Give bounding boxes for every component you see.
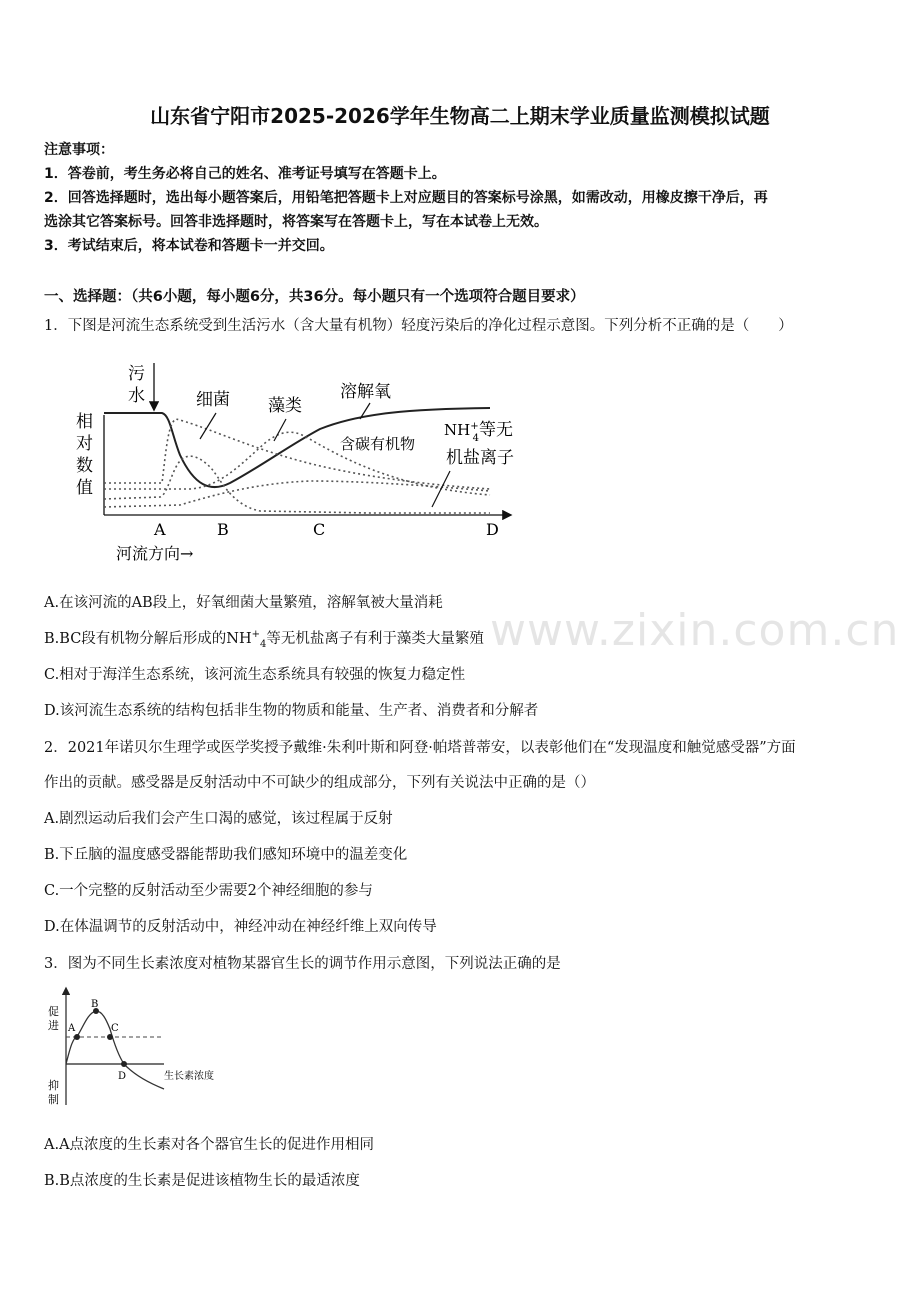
- q1-sewage-1: 污: [128, 364, 145, 384]
- q1-point-c: C: [313, 520, 326, 539]
- q1-label-ions: 机盐离子: [446, 448, 514, 468]
- q1-ylabel-4: 值: [76, 478, 93, 498]
- q3-option-b: B.B点浓度的生长素是促进该植物生长的最适浓度: [44, 1173, 360, 1189]
- q1-sewage-2: 水: [128, 386, 145, 406]
- q3-point-d: [121, 1061, 127, 1067]
- q1-ylabel-2: 对: [76, 434, 93, 454]
- q1-label-organic: 含碳有机物: [340, 435, 416, 453]
- q3-point-a: [74, 1034, 80, 1040]
- watermark: www.zixin.com.cn: [490, 605, 900, 656]
- q2-option-d: D.在体温调节的反射活动中，神经冲动在神经纤维上双向传导: [44, 919, 437, 935]
- section-heading: 一、选择题：（共6小题，每小题6分，共36分。每小题只有一个选项符合题目要求）: [44, 289, 585, 305]
- q1-curve-oxygen: [104, 408, 490, 487]
- q1-option-b: B.BC段有机物分解后形成的$NH^+_4$等无机盐离子有利于藻类大量繁殖: [44, 629, 484, 650]
- q3-stem: 3．图为不同生长素浓度对植物某器官生长的调节作用示意图，下列说法正确的是: [44, 956, 561, 972]
- notice-heading: 注意事项：: [44, 142, 114, 158]
- notice-item-1: 1．答卷前，考生务必将自己的姓名、准考证号填写在答题卡上。: [44, 166, 446, 182]
- q1-point-d: D: [486, 520, 499, 539]
- q2-option-c: C.一个完整的反射活动至少需要2个神经细胞的参与: [44, 883, 373, 899]
- q3-inhibit-1: 抑: [48, 1079, 59, 1092]
- q3-label-d: D: [118, 1071, 127, 1082]
- q1-point-b: B: [217, 520, 229, 539]
- q1-figure: [70, 355, 520, 565]
- notice-item-2-cont: 选涂其它答案标号。回答非选择题时，将答案写在答题卡上，写在本试卷上无效。: [44, 214, 548, 230]
- q1-ylabel-1: 相: [76, 412, 93, 432]
- q3-xlabel: 生长素浓度: [164, 1071, 214, 1082]
- q2-stem-line2: 作出的贡献。感受器是反射活动中不可缺少的组成部分，下列有关说法中正确的是（）: [44, 775, 595, 791]
- q3-promote-2: 进: [48, 1019, 59, 1032]
- q1-curve-bacteria: [104, 456, 490, 513]
- q1-label-bacteria: 细菌: [196, 390, 230, 410]
- q3-point-c: [107, 1034, 113, 1040]
- q1-option-c: C.相对于海洋生态系统，该河流生态系统具有较强的恢复力稳定性: [44, 667, 466, 683]
- q3-label-c: C: [111, 1023, 119, 1034]
- q3-label-a: A: [68, 1023, 76, 1034]
- q1-xlabel: 河流方向→: [116, 544, 194, 563]
- q1-label-algae: 藻类: [268, 396, 302, 416]
- q2-option-b: B.下丘脑的温度感受器能帮助我们感知环境中的温差变化: [44, 847, 408, 863]
- q1-ylabel-3: 数: [76, 456, 93, 476]
- q1-curve-nh4: [104, 481, 490, 507]
- q3-figure: [44, 985, 244, 1115]
- q1-option-a: A.在该河流的AB段上，好氧细菌大量繁殖，溶解氧被大量消耗: [44, 595, 443, 611]
- q1-curve-organic: [104, 419, 490, 489]
- q1-label-oxygen: 溶解氧: [340, 382, 391, 402]
- q3-label-b: B: [91, 999, 99, 1010]
- q3-option-a: A.A点浓度的生长素对各个器官生长的促进作用相同: [44, 1137, 375, 1153]
- q3-promote-1: 促: [48, 1005, 59, 1018]
- q1-option-d: D.该河流生态系统的结构包括非生物的物质和能量、生产者、消费者和分解者: [44, 703, 539, 719]
- q1-point-a: A: [154, 520, 166, 539]
- q3-inhibit-2: 制: [48, 1093, 59, 1106]
- q1-label-nh4: NH+ 4等无: [444, 420, 513, 444]
- notice-item-3: 3．考试结束后，将本试卷和答题卡一并交回。: [44, 238, 334, 254]
- notice-item-2: 2．回答选择题时，选出每小题答案后，用铅笔把答题卡上对应题目的答案标号涂黑，如需改动，用橡皮擦干净后，再: [44, 190, 768, 206]
- q1-stem: 1．下图是河流生态系统受到生活污水（含大量有机物）轻度污染后的净化过程示意图。下列分析不正确的是（ ）: [44, 318, 793, 334]
- q2-option-a: A.剧烈运动后我们会产生口渴的感觉，该过程属于反射: [44, 811, 393, 827]
- q2-stem-line1: 2．2021年诺贝尔生理学或医学奖授予戴维·朱利叶斯和阿登·帕塔普蒂安，以表彰他们在“发现温度和触觉感受器”方面: [44, 740, 796, 756]
- page-title: 山东省宁阳市2025-2026学年生物高二上期末学业质量监测模拟试题: [150, 104, 770, 128]
